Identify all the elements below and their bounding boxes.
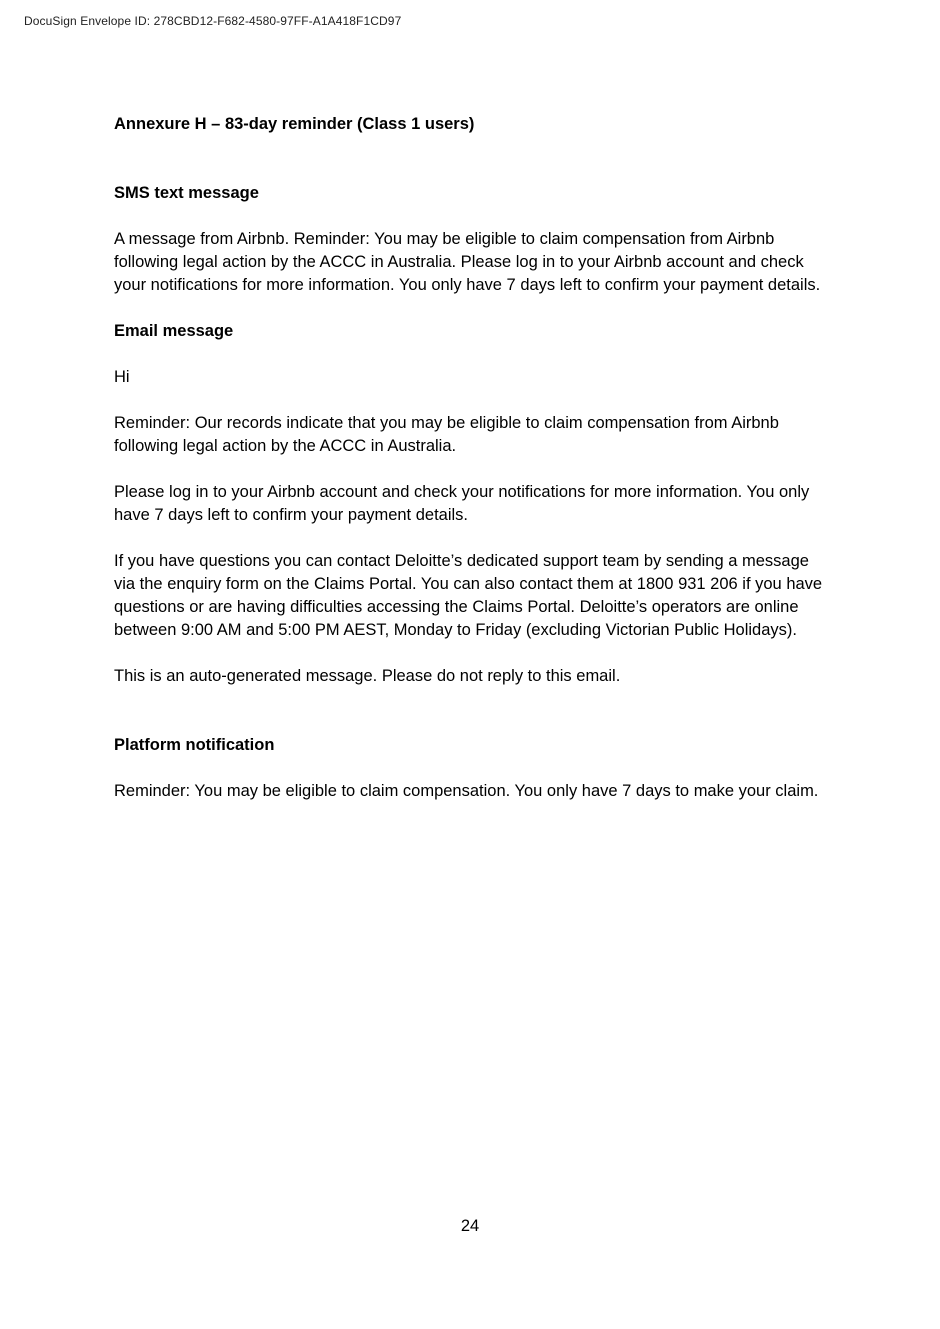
sms-body: A message from Airbnb. Reminder: You may be eligible to claim compensation from Airbnb following legal action by the ACCC in Australia. Please log in to your Airbnb account and check your notifications for more information. You only have 7 days left to confirm your payment details. [114,230,821,294]
email-paragraph: Reminder: Our records indicate that you may be eligible to claim compensation from Airbnb following legal action by the ACCC in Australia. [114,414,779,455]
email-heading: Email message [114,322,234,340]
page-number: 24 [460,1217,480,1235]
email-paragraph: If you have questions you can contact Deloitte’s dedicated support team by sending a message via the enquiry form on the Claims Portal. You can also contact them at 1800 931 206 if you have questions or are having difficulties accessing the Claims Portal. Deloitte’s operators are online between 9:00 AM and 5:00 PM AEST, Monday to Friday (excluding Victorian Public Holidays). [114,552,823,639]
email-section [114,320,834,688]
docusign-envelope-id: DocuSign Envelope ID: 278CBD12-F682-4580-97FF-A1A418F1CD97 [24,14,402,28]
annexure-title: Annexure H – 83-day reminder (Class 1 users) [114,115,475,133]
platform-heading: Platform notification [114,736,275,754]
email-paragraph: This is an auto-generated message. Please do not reply to this email. [114,667,621,685]
document-body [114,113,834,826]
sms-heading: SMS text message [114,184,259,202]
section-spacer [114,711,834,734]
platform-body: Reminder: You may be eligible to claim compensation. You only have 7 days to make your claim. [114,782,819,800]
sms-section [114,182,834,297]
email-greeting: Hi [114,368,130,386]
email-paragraph: Please log in to your Airbnb account and check your notifications for more information. You only have 7 days left to confirm your payment details. [114,483,810,524]
platform-section [114,734,834,803]
